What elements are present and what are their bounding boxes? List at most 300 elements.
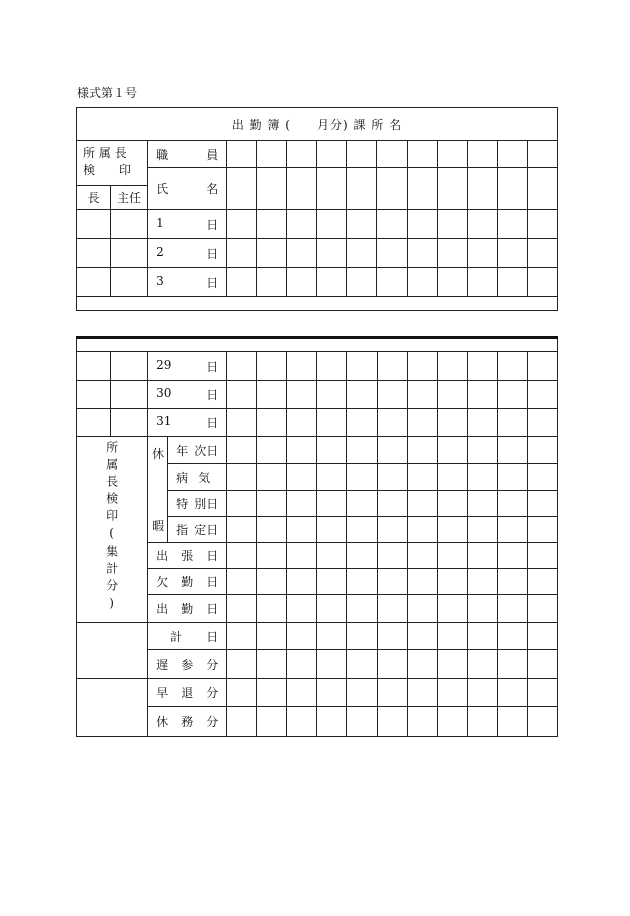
staff-cell[interactable]: [227, 141, 257, 168]
entry-cell[interactable]: [437, 569, 467, 595]
entry-cell[interactable]: [407, 569, 437, 595]
entry-cell[interactable]: [407, 464, 437, 491]
staff-cell[interactable]: [287, 141, 317, 168]
entry-cell[interactable]: [287, 595, 317, 623]
entry-cell[interactable]: [347, 491, 377, 517]
entry-cell[interactable]: [317, 437, 347, 464]
entry-cell[interactable]: [227, 707, 257, 737]
staff-cell[interactable]: [317, 141, 347, 168]
entry-cell[interactable]: [527, 381, 557, 409]
kyuka-group: [148, 437, 168, 543]
entry-cell[interactable]: [497, 595, 527, 623]
entry-cell[interactable]: [257, 595, 287, 623]
entry-cell[interactable]: [317, 239, 347, 268]
entry-cell[interactable]: [467, 268, 497, 297]
entry-cell[interactable]: [437, 210, 467, 239]
entry-cell[interactable]: [527, 623, 557, 650]
label-text: 気: [198, 470, 211, 485]
entry-cell[interactable]: [377, 517, 407, 543]
entry-cell[interactable]: [287, 381, 317, 409]
entry-cell[interactable]: [377, 381, 407, 409]
entry-cell[interactable]: [377, 268, 407, 297]
entry-cell[interactable]: [437, 707, 467, 737]
seal-cell[interactable]: [111, 381, 148, 409]
seal-cell[interactable]: [77, 210, 111, 239]
entry-cell[interactable]: [467, 381, 497, 409]
label-text: 氏: [156, 182, 169, 196]
cho-label: 長: [77, 186, 111, 210]
day-label: [148, 268, 227, 297]
name-cell[interactable]: [437, 168, 467, 210]
entry-cell[interactable]: [527, 210, 557, 239]
label-text: 30: [156, 386, 172, 400]
entry-cell[interactable]: [437, 595, 467, 623]
entry-cell[interactable]: [317, 679, 347, 707]
entry-cell[interactable]: [317, 268, 347, 297]
entry-cell[interactable]: [257, 623, 287, 650]
name-cell[interactable]: [287, 168, 317, 210]
entry-cell[interactable]: [227, 650, 257, 679]
entry-cell[interactable]: [347, 352, 377, 381]
entry-cell[interactable]: [467, 623, 497, 650]
label-text: 退: [181, 686, 194, 700]
entry-cell[interactable]: [347, 569, 377, 595]
entry-cell[interactable]: [377, 239, 407, 268]
seal-cell[interactable]: [111, 352, 148, 381]
staff-cell[interactable]: [347, 141, 377, 168]
label-text: 日: [206, 549, 219, 563]
entry-cell[interactable]: [467, 543, 497, 569]
entry-cell[interactable]: [527, 409, 557, 437]
name-cell[interactable]: [407, 168, 437, 210]
entry-cell[interactable]: [347, 707, 377, 737]
attendance-table-bottom: [76, 336, 558, 737]
seal-cell[interactable]: [111, 409, 148, 437]
entry-cell[interactable]: [257, 569, 287, 595]
name-cell[interactable]: [527, 168, 557, 210]
entry-cell[interactable]: [257, 650, 287, 679]
form-title: 出 勤 簿 ( 月分) 課 所 名: [77, 108, 558, 141]
entry-cell[interactable]: [227, 464, 257, 491]
seal-cell[interactable]: [111, 239, 148, 268]
label-text: 日: [206, 629, 219, 644]
entry-cell[interactable]: [467, 464, 497, 491]
label-text: 日: [206, 217, 219, 232]
seal-cell[interactable]: [77, 239, 111, 268]
entry-cell[interactable]: [377, 543, 407, 569]
entry-cell[interactable]: [437, 650, 467, 679]
entry-cell[interactable]: [287, 707, 317, 737]
staff-cell[interactable]: [407, 141, 437, 168]
label-text: 31: [156, 414, 172, 428]
label-text: 日: [206, 575, 219, 589]
label-text: 務: [181, 715, 194, 729]
staff-cell[interactable]: [467, 141, 497, 168]
entry-cell[interactable]: [227, 543, 257, 569]
seal-aggregate-cell[interactable]: [77, 437, 148, 623]
entry-cell[interactable]: [317, 569, 347, 595]
entry-cell[interactable]: [407, 437, 437, 464]
entry-cell[interactable]: [467, 569, 497, 595]
entry-cell[interactable]: [287, 352, 317, 381]
entry-cell[interactable]: [467, 707, 497, 737]
seal-cell[interactable]: [77, 268, 111, 297]
entry-cell[interactable]: [227, 239, 257, 268]
entry-cell[interactable]: [437, 352, 467, 381]
entry-cell[interactable]: [347, 595, 377, 623]
name-cell[interactable]: [317, 168, 347, 210]
entry-cell[interactable]: [347, 650, 377, 679]
label-text: 計: [170, 629, 183, 644]
entry-cell[interactable]: [407, 623, 437, 650]
entry-cell[interactable]: [257, 239, 287, 268]
label-text: 日: [206, 602, 219, 616]
entry-cell[interactable]: [227, 491, 257, 517]
entry-cell[interactable]: [437, 679, 467, 707]
label-text: 別日: [194, 497, 219, 511]
entry-cell[interactable]: [317, 517, 347, 543]
day-label: [148, 239, 227, 268]
entry-cell[interactable]: [407, 239, 437, 268]
entry-cell[interactable]: [497, 409, 527, 437]
entry-cell[interactable]: [497, 569, 527, 595]
kyuka-top-label: 休: [152, 447, 165, 461]
entry-cell[interactable]: [377, 491, 407, 517]
entry-cell[interactable]: [227, 210, 257, 239]
entry-cell[interactable]: [257, 352, 287, 381]
name-cell[interactable]: [347, 168, 377, 210]
summary-label: [148, 569, 227, 595]
entry-cell[interactable]: [407, 268, 437, 297]
label-text: 勤: [181, 575, 194, 589]
entry-cell[interactable]: [347, 210, 377, 239]
entry-cell[interactable]: [407, 409, 437, 437]
entry-cell[interactable]: [437, 239, 467, 268]
entry-cell[interactable]: [287, 268, 317, 297]
label-text: 早: [156, 686, 169, 700]
break-spacer: [77, 297, 558, 311]
entry-cell[interactable]: [407, 707, 437, 737]
entry-cell[interactable]: [317, 707, 347, 737]
day-label: [148, 210, 227, 239]
entry-cell[interactable]: [347, 381, 377, 409]
staff-cell[interactable]: [437, 141, 467, 168]
label-text: 2: [156, 244, 164, 259]
entry-cell[interactable]: [257, 707, 287, 737]
leave-label: [168, 437, 227, 464]
entry-cell[interactable]: [527, 517, 557, 543]
entry-cell[interactable]: [497, 464, 527, 491]
entry-cell[interactable]: [467, 409, 497, 437]
entry-cell[interactable]: [527, 543, 557, 569]
entry-cell[interactable]: [467, 679, 497, 707]
leave-label: [168, 491, 227, 517]
entry-cell[interactable]: [527, 437, 557, 464]
day-row: [77, 409, 558, 437]
entry-cell[interactable]: [227, 569, 257, 595]
entry-cell[interactable]: [467, 517, 497, 543]
leave-label: [168, 464, 227, 491]
entry-cell[interactable]: [497, 707, 527, 737]
entry-cell[interactable]: [467, 210, 497, 239]
entry-cell[interactable]: [497, 352, 527, 381]
entry-cell[interactable]: [227, 381, 257, 409]
entry-cell[interactable]: [437, 464, 467, 491]
entry-cell[interactable]: [467, 437, 497, 464]
name-cell[interactable]: [257, 168, 287, 210]
entry-cell[interactable]: [527, 352, 557, 381]
label-text: 日: [206, 416, 219, 430]
shokuin-label: [148, 141, 227, 168]
shozoku-label: 所 属 長: [83, 146, 127, 160]
label-text: 1: [156, 215, 164, 230]
entry-cell[interactable]: [347, 409, 377, 437]
day-row: [77, 352, 558, 381]
entry-cell[interactable]: [347, 464, 377, 491]
name-cell[interactable]: [377, 168, 407, 210]
label-text: 日: [206, 275, 219, 290]
day-row: [77, 239, 558, 268]
label-text: 参: [181, 657, 194, 672]
shimei-label: [148, 168, 227, 210]
entry-cell[interactable]: [287, 679, 317, 707]
entry-cell[interactable]: [467, 595, 497, 623]
entry-cell[interactable]: [377, 650, 407, 679]
entry-cell[interactable]: [257, 268, 287, 297]
entry-cell[interactable]: [377, 437, 407, 464]
name-cell[interactable]: [497, 168, 527, 210]
label-text: 職: [156, 147, 169, 162]
entry-cell[interactable]: [317, 464, 347, 491]
entry-cell[interactable]: [527, 569, 557, 595]
entry-cell[interactable]: [317, 381, 347, 409]
entry-cell[interactable]: [407, 595, 437, 623]
entry-cell[interactable]: [287, 409, 317, 437]
entry-cell[interactable]: [317, 352, 347, 381]
label-text: 病: [176, 470, 189, 485]
entry-cell[interactable]: [347, 268, 377, 297]
entry-cell[interactable]: [497, 517, 527, 543]
name-cell[interactable]: [227, 168, 257, 210]
kenin-label: 検 印: [83, 163, 132, 177]
label-text: 特: [176, 497, 189, 511]
entry-cell[interactable]: [527, 650, 557, 679]
entry-cell[interactable]: [317, 623, 347, 650]
summary-label: [148, 650, 227, 679]
seal-cell[interactable]: [77, 352, 111, 381]
day-label: [148, 352, 227, 381]
label-text: 日: [206, 388, 219, 402]
entry-cell[interactable]: [317, 409, 347, 437]
day-row: [77, 210, 558, 239]
label-text: 分: [206, 686, 219, 700]
label-text: 定日: [194, 523, 219, 537]
seal-aggregate-label: 所属長検印(集計分): [104, 441, 119, 615]
entry-cell[interactable]: [257, 517, 287, 543]
entry-cell[interactable]: [497, 381, 527, 409]
entry-cell[interactable]: [227, 437, 257, 464]
entry-cell[interactable]: [407, 650, 437, 679]
staff-cell[interactable]: [257, 141, 287, 168]
seal-cell[interactable]: [77, 381, 111, 409]
entry-cell[interactable]: [377, 623, 407, 650]
entry-cell[interactable]: [497, 623, 527, 650]
entry-cell[interactable]: [287, 623, 317, 650]
entry-cell[interactable]: [497, 650, 527, 679]
seal-cell[interactable]: [111, 268, 148, 297]
label-text: 分: [206, 657, 219, 672]
entry-cell[interactable]: [227, 623, 257, 650]
entry-cell[interactable]: [497, 437, 527, 464]
entry-cell[interactable]: [497, 543, 527, 569]
entry-cell[interactable]: [257, 464, 287, 491]
seal-cell[interactable]: [77, 409, 111, 437]
leave-label: [168, 517, 227, 543]
summary-label: [148, 543, 227, 569]
day-label: [148, 409, 227, 437]
entry-cell[interactable]: [287, 464, 317, 491]
shozoku-cho-seal-header: [77, 141, 148, 186]
entry-cell[interactable]: [377, 352, 407, 381]
entry-cell[interactable]: [287, 569, 317, 595]
seal-cell[interactable]: [111, 210, 148, 239]
entry-cell[interactable]: [407, 491, 437, 517]
entry-cell[interactable]: [377, 595, 407, 623]
entry-cell[interactable]: [347, 623, 377, 650]
entry-cell[interactable]: [437, 491, 467, 517]
entry-cell[interactable]: [407, 517, 437, 543]
label-text: 員: [206, 147, 219, 162]
staff-cell[interactable]: [497, 141, 527, 168]
entry-cell[interactable]: [407, 381, 437, 409]
form-number: 様式第１号: [77, 86, 138, 100]
entry-cell[interactable]: [377, 210, 407, 239]
entry-cell[interactable]: [227, 595, 257, 623]
entry-cell[interactable]: [227, 352, 257, 381]
label-text: 29: [156, 357, 172, 372]
entry-cell[interactable]: [377, 409, 407, 437]
entry-cell[interactable]: [287, 239, 317, 268]
entry-cell[interactable]: [347, 437, 377, 464]
summary-label: [148, 595, 227, 623]
label-text: 日: [206, 246, 219, 261]
tail-seal-cell[interactable]: [77, 679, 148, 737]
entry-cell[interactable]: [257, 491, 287, 517]
entry-cell[interactable]: [437, 409, 467, 437]
entry-cell[interactable]: [407, 543, 437, 569]
entry-cell[interactable]: [227, 268, 257, 297]
entry-cell[interactable]: [467, 650, 497, 679]
entry-cell[interactable]: [287, 517, 317, 543]
tail-seal-cell[interactable]: [77, 623, 148, 679]
entry-cell[interactable]: [257, 543, 287, 569]
entry-cell[interactable]: [257, 437, 287, 464]
summary-label: [148, 623, 227, 650]
entry-cell[interactable]: [317, 543, 347, 569]
entry-cell[interactable]: [527, 268, 557, 297]
entry-cell[interactable]: [527, 464, 557, 491]
entry-cell[interactable]: [437, 623, 467, 650]
entry-cell[interactable]: [227, 517, 257, 543]
day-label: [148, 381, 227, 409]
day-row: [77, 268, 558, 297]
entry-cell[interactable]: [497, 679, 527, 707]
entry-cell[interactable]: [287, 650, 317, 679]
entry-cell[interactable]: [407, 352, 437, 381]
staff-cell[interactable]: [527, 141, 557, 168]
entry-cell[interactable]: [527, 679, 557, 707]
attendance-table-top: [76, 107, 558, 311]
entry-cell[interactable]: [527, 491, 557, 517]
entry-cell[interactable]: [257, 409, 287, 437]
label-text: 指: [176, 523, 189, 537]
entry-cell[interactable]: [407, 679, 437, 707]
name-cell[interactable]: [467, 168, 497, 210]
entry-cell[interactable]: [347, 679, 377, 707]
entry-cell[interactable]: [497, 268, 527, 297]
label-text: 次日: [194, 443, 219, 458]
entry-cell[interactable]: [287, 437, 317, 464]
summary-label: [148, 707, 227, 737]
entry-cell[interactable]: [437, 268, 467, 297]
entry-cell[interactable]: [377, 569, 407, 595]
entry-cell[interactable]: [377, 679, 407, 707]
entry-cell[interactable]: [497, 210, 527, 239]
entry-cell[interactable]: [227, 679, 257, 707]
entry-cell[interactable]: [287, 543, 317, 569]
label-text: 分: [206, 715, 219, 729]
entry-cell[interactable]: [347, 543, 377, 569]
label-text: 出: [156, 549, 169, 563]
entry-cell[interactable]: [377, 464, 407, 491]
entry-cell[interactable]: [317, 491, 347, 517]
entry-cell[interactable]: [227, 409, 257, 437]
shunin-label: 主任: [111, 186, 148, 210]
label-text: 名: [206, 182, 219, 196]
entry-cell[interactable]: [437, 517, 467, 543]
entry-cell[interactable]: [437, 543, 467, 569]
entry-cell[interactable]: [287, 491, 317, 517]
label-text: 休: [156, 715, 169, 729]
entry-cell[interactable]: [317, 595, 347, 623]
entry-cell[interactable]: [347, 239, 377, 268]
entry-cell[interactable]: [377, 707, 407, 737]
entry-cell[interactable]: [257, 210, 287, 239]
label-text: 勤: [181, 602, 194, 616]
entry-cell[interactable]: [437, 381, 467, 409]
entry-cell[interactable]: [437, 437, 467, 464]
entry-cell[interactable]: [407, 210, 437, 239]
entry-cell[interactable]: [527, 239, 557, 268]
kyuka-bottom-label: 暇: [152, 519, 165, 533]
entry-cell[interactable]: [527, 707, 557, 737]
entry-cell[interactable]: [257, 679, 287, 707]
break-top-spacer: [77, 338, 558, 352]
entry-cell[interactable]: [287, 210, 317, 239]
entry-cell[interactable]: [317, 210, 347, 239]
entry-cell[interactable]: [257, 381, 287, 409]
entry-cell[interactable]: [347, 517, 377, 543]
entry-cell[interactable]: [527, 595, 557, 623]
entry-cell[interactable]: [467, 352, 497, 381]
entry-cell[interactable]: [467, 239, 497, 268]
entry-cell[interactable]: [467, 491, 497, 517]
entry-cell[interactable]: [497, 491, 527, 517]
label-text: 遅: [156, 657, 169, 672]
staff-cell[interactable]: [377, 141, 407, 168]
entry-cell[interactable]: [497, 239, 527, 268]
entry-cell[interactable]: [317, 650, 347, 679]
